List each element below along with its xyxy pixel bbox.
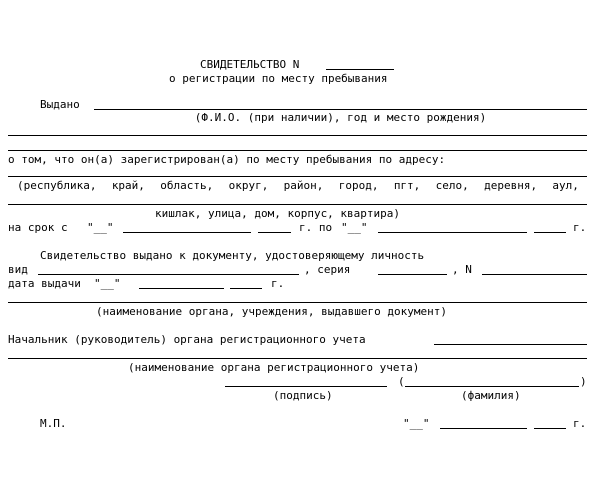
full-name-field[interactable] (94, 109, 587, 110)
issuer-field[interactable] (8, 302, 587, 303)
issuer-hint: (наименование органа, учреждения, выдавшего документ) (96, 305, 447, 318)
address-field[interactable] (8, 176, 587, 177)
document-series-label: , серия (304, 263, 351, 276)
sign-date-month-field[interactable] (440, 428, 527, 429)
term-start-month-field[interactable] (123, 232, 251, 233)
registration-org-field[interactable] (8, 358, 587, 359)
sign-date-year-field[interactable] (534, 428, 566, 429)
address-hint: (республика, край, область, округ, район, город, пгт, село, деревня, аул, (17, 179, 579, 192)
certificate-number-field[interactable] (326, 69, 394, 70)
address-hint2: кишлак, улица, дом, корпус, квартира) (155, 207, 401, 220)
title-line2: о регистрации по месту пребывания (169, 72, 388, 85)
birth-place-field[interactable] (8, 135, 587, 136)
issue-date-label: дата выдачи (8, 277, 81, 290)
chief-label: Начальник (руководитель) органа регистрационного учета (8, 333, 366, 346)
birth-place-field-2[interactable] (8, 150, 587, 151)
issue-date-year-label: г. (271, 277, 285, 290)
term-end-year-field[interactable] (534, 232, 566, 233)
issue-date-month-field[interactable] (139, 288, 224, 289)
term-end-year-label: г. (573, 221, 587, 234)
issue-date-day[interactable]: "__" (94, 277, 121, 290)
paren-open: ( (398, 375, 405, 388)
sign-date-day[interactable]: "__" (403, 417, 430, 430)
chief-name-field[interactable] (434, 344, 587, 345)
term-end-month-field[interactable] (378, 232, 527, 233)
document-kind-label: вид (8, 263, 28, 276)
document-kind-field[interactable] (38, 274, 299, 275)
address-field-2[interactable] (8, 204, 587, 205)
term-to-label: г. по (299, 221, 333, 234)
full-name-hint: (Ф.И.О. (при наличии), год и место рождения) (194, 111, 487, 124)
surname-field[interactable] (405, 386, 579, 387)
paren-close: ) (580, 375, 587, 388)
signature-hint: (подпись) (273, 389, 333, 402)
signature-field[interactable] (225, 386, 387, 387)
document-number-field[interactable] (482, 274, 587, 275)
title-line1: СВИДЕТЕЛЬСТВО N (200, 58, 300, 71)
document-series-field[interactable] (378, 274, 447, 275)
issued-label: Выдано (40, 98, 80, 111)
address-label: о том, что он(а) зарегистрирован(а) по месту пребывания по адресу: (8, 153, 446, 166)
stamp-label: М.П. (40, 417, 67, 430)
document-intro: Свидетельство выдано к документу, удостоверяющему личность (40, 249, 425, 262)
term-start-day[interactable]: "__" (87, 221, 114, 234)
surname-hint: (фамилия) (461, 389, 521, 402)
term-start-year-field[interactable] (258, 232, 291, 233)
registration-org-hint: (наименование органа регистрационного учета) (128, 361, 420, 374)
document-number-label: , N (452, 263, 472, 276)
sign-date-year-label: г. (573, 417, 587, 430)
term-end-day[interactable]: "__" (341, 221, 368, 234)
issue-date-year-field[interactable] (230, 288, 262, 289)
term-prefix: на срок с (8, 221, 68, 234)
